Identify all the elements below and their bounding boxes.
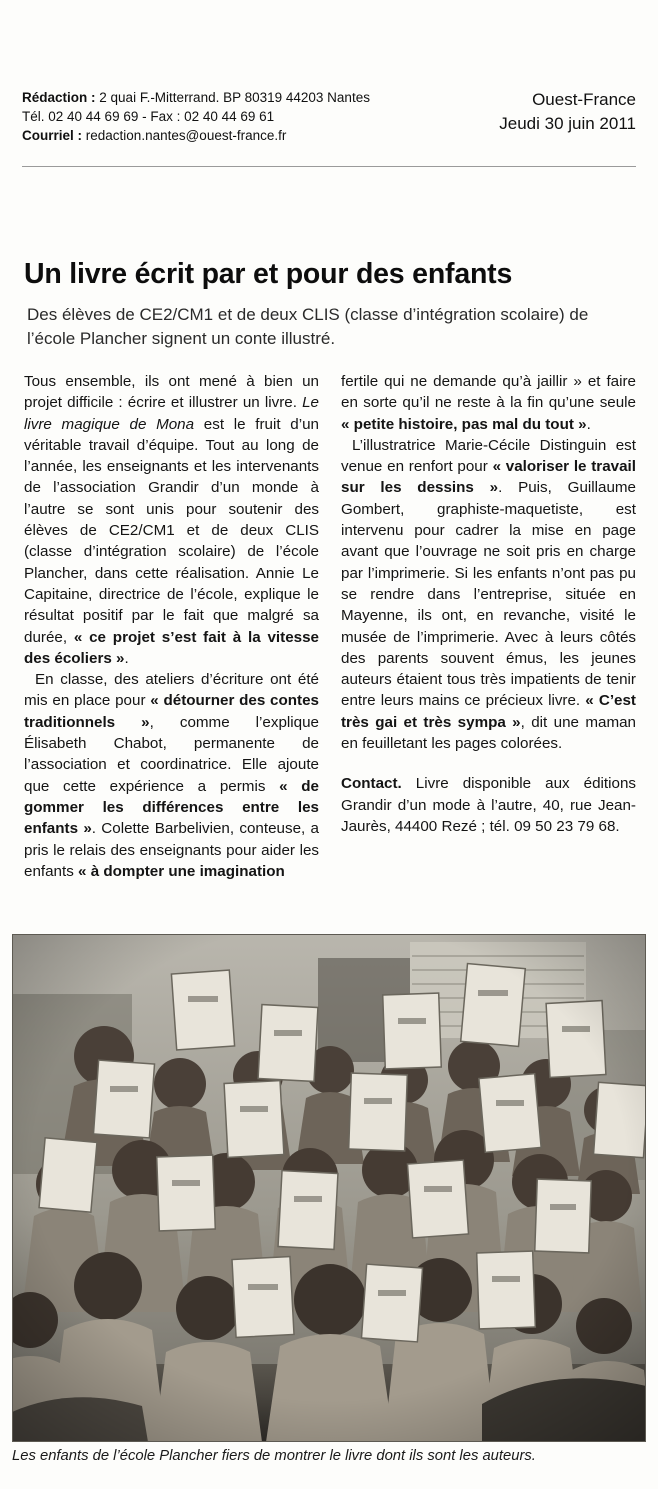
masthead-contact-block [22,88,370,145]
book-title: Le livre magique de Mona [24,394,319,433]
contact-details: Livre disponible aux éditions Grandir d’un mode à l’autre, 40, rue Jean-Jaurès, 44400 Rezé ; tél. 09 50 23 79 68. [341,775,636,835]
quote-run: « valoriser le travail sur les dessins » [341,458,636,497]
masthead-paper-block [499,88,636,136]
text-run: Tous ensemble, ils ont mené à bien un projet difficile : écrire et illustrer un livre. [24,373,319,412]
quote-run: « petite histoire, pas mal du tout » [341,415,587,433]
paper-name: Ouest-France [532,90,636,109]
masthead-email-line [22,126,370,145]
text-run: L’illustratrice Marie-Cécile Distinguin est venue en renfort pour [341,436,636,476]
masthead [22,88,636,145]
paragraph [341,371,636,435]
article-column-1 [24,371,319,882]
contact-label: Contact. [341,775,402,793]
contact-paragraph [341,773,636,837]
masthead-divider [22,166,636,167]
paragraph [24,669,319,882]
photo-caption: Les enfants de l’école Plancher fiers de montrer le livre dont ils sont les auteurs. [12,1448,536,1464]
article-body [24,371,636,882]
redaction-label: Rédaction : [22,90,96,105]
quote-run: « C’est très gai et très sympa » [341,692,636,731]
courriel-address: redaction.nantes@ouest-france.fr [85,128,287,143]
text-run: , comme l’explique Élisabeth Chabot, permanente de l’association et coordinatrice. Elle ajoute que cette expérience a permis [24,713,319,795]
article-photo [12,934,646,1442]
masthead-address-line [22,88,370,107]
text-run: En classe, des ateliers d’écriture ont été mis en place pour [24,671,319,710]
photo-illustration [12,934,646,1442]
paragraph [341,435,636,754]
quote-run: « ce projet s’est fait à la vitesse des écoliers » [24,628,319,667]
quote-run: « détourner des contes traditionnels » [24,692,319,731]
text-run: . [586,415,591,433]
quote-run: « à dompter une imagination [78,862,285,880]
text-run: est le fruit d’un véritable travail d’équipe. Tout au long de l’année, les enseignants et les intervenants de l’association Grandir d’un monde à l’autre se sont unis pour soutenir des élèves de CE2/CM1 et de deux CLIS (classe d’intégration scolaire) de l’école Plancher, dans cette réalisation. Annie Le Capitaine, directrice de l’école, explique le résultat positif par le fait que malgré sa durée, [24,415,319,646]
redaction-address: 2 quai F.-Mitterrand. BP 80319 44203 Nantes [99,90,370,105]
article-standfirst: Des élèves de CE2/CM1 et de deux CLIS (classe d’intégration scolaire) de l’école Plancher signent un conte illustré. [27,305,589,348]
article-column-2 [341,371,636,882]
text-run: . Puis, Guillaume Gombert, graphiste-maquetiste, est intervenu pour cadrer la mise en page avant que l’ouvrage ne soit pris en charge par l’imprimerie. Si les enfants n’ont pas pu se rendre dans l’entreprise, située en Mayenne, ils ont, en revanche, visité le musée de l’imprimerie. Avec à leurs côtés des parents souvent émus, les jeunes auteurs étaient tous très impatients de tenir entre leurs mains ce précieux livre. [341,479,637,710]
text-run: , dit une maman en feuilletant les pages colorées. [341,713,636,753]
publication-date: Jeudi 30 juin 2011 [499,114,636,133]
text-run: . Colette Barbelivien, conteuse, a pris le relais des enseignants pour aider les enfants [24,820,319,880]
paragraph [24,371,319,669]
quote-run: « de gommer les différences entre les enfants » [24,777,320,838]
text-run: . [124,649,129,667]
text-run: fertile qui ne demande qu’à jaillir » et faire en sorte qu’il ne reste à la fin qu’une seule [341,373,636,412]
masthead-phone-line: Tél. 02 40 44 69 69 - Fax : 02 40 44 69 61 [22,109,275,124]
courriel-label: Courriel : [22,128,83,143]
article-headline: Un livre écrit par et pour des enfants [24,258,513,290]
